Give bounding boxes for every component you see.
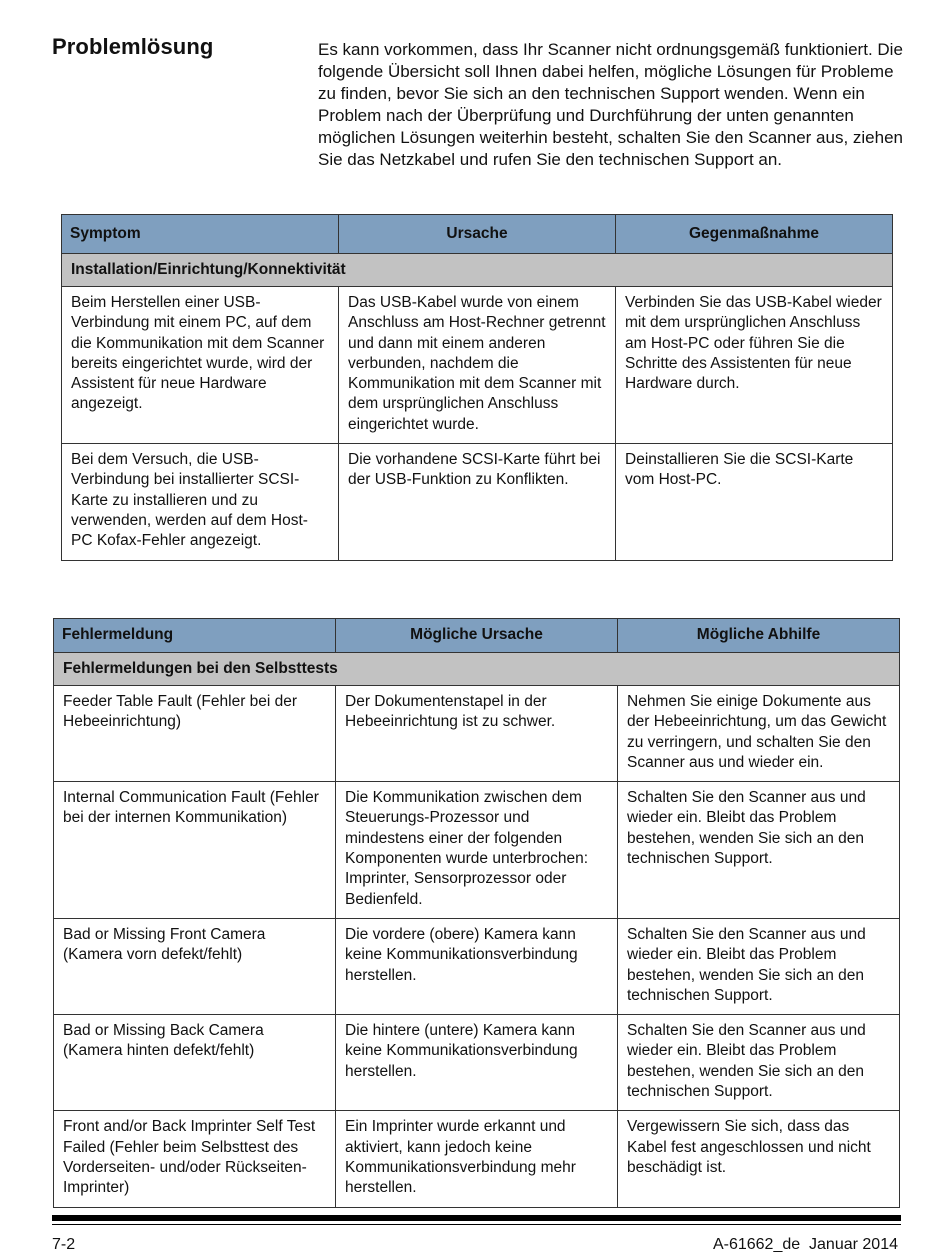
possible-cause-cell: Die Kommunikation zwischen dem Steuerungs-Prozessor und mindestens einer der folgenden Komponenten wurde unterbrochen: Imprinter, Sensorprozessor oder Bedienfeld. [336,782,618,919]
cause-cell: Die vorhandene SCSI-Karte führt bei der USB-Funktion zu Konflikten. [339,444,616,560]
table-header-row [62,215,893,254]
symptom-cell: Bei dem Versuch, die USB-Verbindung bei installierter SCSI-Karte zu installieren und zu verwenden, werden auf dem Host-PC Kofax-Fehler angezeigt. [62,444,339,560]
document-id: A-61662_de Januar 2014 [712,1236,898,1253]
symptom-cell: Beim Herstellen einer USB-Verbindung mit einem PC, auf dem die Kommunikation mit dem Scanner bereits eingerichtet wurde, wird der Assistent für neue Hardware angezeigt. [62,287,339,444]
section-row [62,254,893,287]
column-header-error-message: Fehlermeldung [54,619,336,653]
column-header-possible-remedy: Mögliche Abhilfe [618,619,900,653]
table-row [54,1015,900,1111]
possible-remedy-cell: Schalten Sie den Scanner aus und wieder ein. Bleibt das Problem bestehen, wenden Sie sich an den technischen Support. [618,918,900,1014]
possible-cause-cell: Die vordere (obere) Kamera kann keine Kommunikationsverbindung herstellen. [336,918,618,1014]
possible-remedy-cell: Nehmen Sie einige Dokumente aus der Hebeeinrichtung, um das Gewicht zu verringern, und schalten Sie den Scanner aus und wieder ein. [618,686,900,782]
troubleshooting-table-error-messages [53,618,900,1208]
error-message-cell: Bad or Missing Front Camera (Kamera vorn defekt/fehlt) [54,918,336,1014]
error-message-cell: Internal Communication Fault (Fehler bei der internen Kommunikation) [54,782,336,919]
possible-remedy-cell: Vergewissern Sie sich, dass das Kabel fest angeschlossen und nicht beschädigt ist. [618,1111,900,1207]
possible-cause-cell: Die hintere (untere) Kamera kann keine Kommunikationsverbindung herstellen. [336,1015,618,1111]
possible-cause-cell: Der Dokumentenstapel in der Hebeeinrichtung ist zu schwer. [336,686,618,782]
possible-remedy-cell: Schalten Sie den Scanner aus und wieder ein. Bleibt das Problem bestehen, wenden Sie sich an den technischen Support. [618,1015,900,1111]
footer-rule-thin [52,1224,901,1225]
intro-paragraph: Es kann vorkommen, dass Ihr Scanner nicht ordnungsgemäß funktioniert. Die folgende Übersicht soll Ihnen dabei helfen, mögliche Lösungen für Probleme zu finden, bevor Sie sich an den technischen Support wenden. Wenn ein Problem nach der Überprüfung und Durchführung der unten genannten möglichen Lösungen weiterhin besteht, schalten Sie den Scanner aus, ziehen Sie das Netzkabel und rufen Sie den technischen Support an. [318,40,903,169]
table-row [54,1111,900,1207]
page-title: Problemlösung [52,34,214,59]
cause-cell: Das USB-Kabel wurde von einem Anschluss am Host-Rechner getrennt und dann mit einem anderen verbunden, nachdem die Kommunikation mit dem Scanner mit dem ursprünglichen Anschluss eingerichtet wurde. [339,287,616,444]
table-header-row [54,619,900,653]
page-number: 7-2 [52,1236,76,1253]
table-row [54,782,900,919]
table-row [62,287,893,444]
column-header-remedy: Gegenmaßnahme [616,215,893,254]
remedy-cell: Verbinden Sie das USB-Kabel wieder mit dem ursprünglichen Anschluss am Host-PC oder führen Sie die Schritte des Assistenten für neue Hardware durch. [616,287,893,444]
section-heading: Fehlermeldungen bei den Selbsttests [54,653,900,686]
possible-remedy-cell: Schalten Sie den Scanner aus und wieder ein. Bleibt das Problem bestehen, wenden Sie sich an den technischen Support. [618,782,900,919]
column-header-possible-cause: Mögliche Ursache [336,619,618,653]
error-message-cell: Front and/or Back Imprinter Self Test Failed (Fehler beim Selbsttest des Vorderseiten- und/oder Rückseiten-Imprinter) [54,1111,336,1207]
table-row [62,444,893,560]
error-message-cell: Feeder Table Fault (Fehler bei der Hebeeinrichtung) [54,686,336,782]
table-row [54,918,900,1014]
remedy-cell: Deinstallieren Sie die SCSI-Karte vom Host-PC. [616,444,893,560]
footer-rule [52,1215,901,1221]
column-header-cause: Ursache [339,215,616,254]
table-row [54,686,900,782]
possible-cause-cell: Ein Imprinter wurde erkannt und aktiviert, kann jedoch keine Kommunikationsverbindung mehr herstellen. [336,1111,618,1207]
section-heading: Installation/Einrichtung/Konnektivität [62,254,893,287]
section-row [54,653,900,686]
column-header-symptom: Symptom [62,215,339,254]
error-message-cell: Bad or Missing Back Camera (Kamera hinten defekt/fehlt) [54,1015,336,1111]
troubleshooting-table-installation [61,214,893,561]
